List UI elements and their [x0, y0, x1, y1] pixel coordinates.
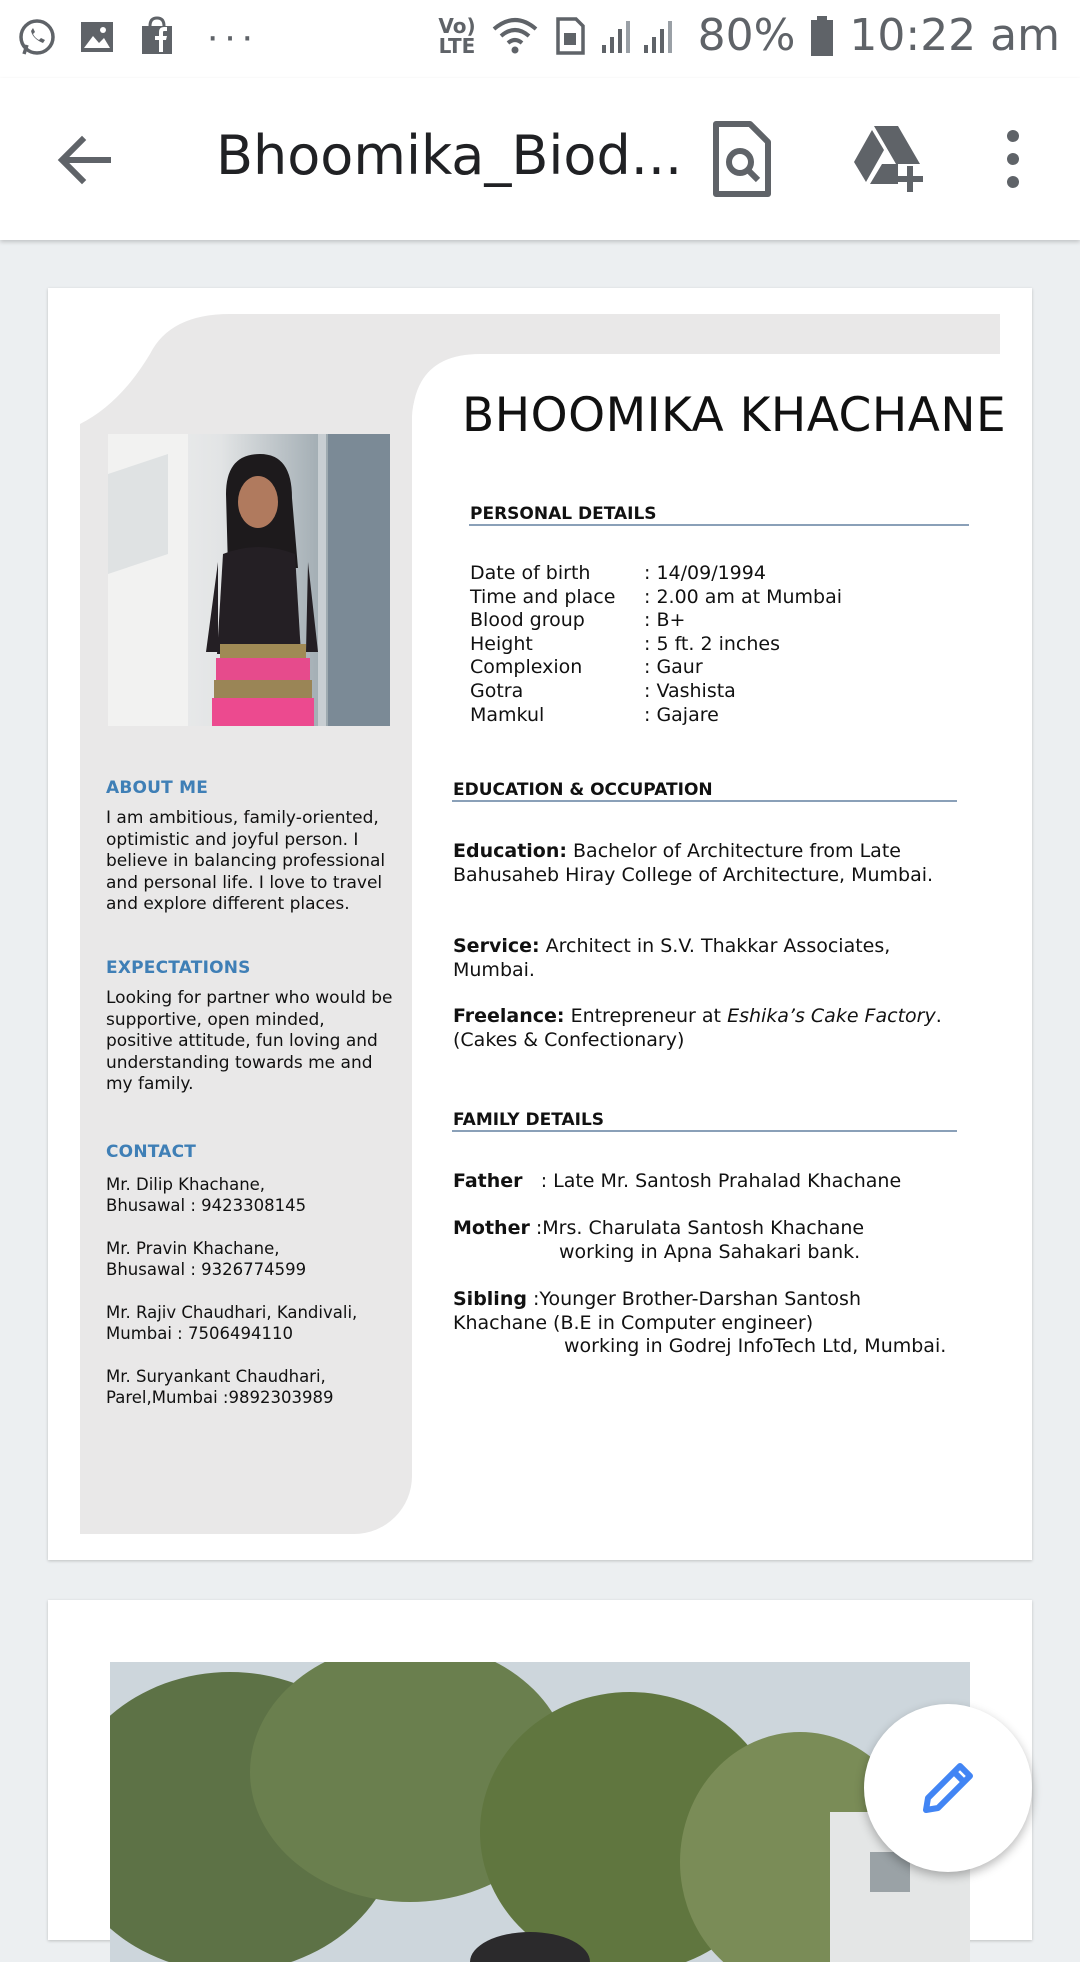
family-heading: FAMILY DETAILS — [453, 1110, 605, 1130]
father-paragraph: Father : Late Mr. Santosh Prahalad Khachane — [453, 1170, 902, 1192]
detail-row: Complexion : Gaur — [470, 656, 703, 679]
wifi-icon — [490, 15, 540, 57]
profile-photo — [108, 434, 390, 726]
add-to-drive-icon[interactable] — [852, 122, 924, 194]
contact-item: Mr. Rajiv Chaudhari, Kandivali, Mumbai : 7506494110 — [106, 1303, 358, 1343]
personal-details-heading: PERSONAL DETAILS — [470, 504, 657, 524]
detail-row: Gotra : Vashista — [470, 679, 736, 702]
detail-row: Date of birth : 14/09/1994 — [470, 562, 766, 584]
service-paragraph: Service: Architect in S.V. Thakkar Associates, Mumbai. — [453, 935, 891, 981]
about-section — [106, 778, 396, 916]
detail-row: Time and place : 2.00 am at Mumbai — [470, 585, 843, 608]
section-divider — [452, 1130, 957, 1132]
facebook-shop-icon — [136, 16, 178, 58]
status-bar — [0, 0, 1080, 78]
clock: 10:22 am — [849, 10, 1060, 61]
detail-row: Mamkul : Gajare — [470, 703, 719, 726]
gallery-icon — [76, 16, 118, 58]
section-divider — [452, 800, 957, 802]
sibling-paragraph: Sibling :Younger Brother-Darshan Santosh Khachane (B.E in Computer engineer) working in Godrej InfoTech Ltd, Mumbai. — [453, 1288, 947, 1358]
document-page-1[interactable] — [48, 288, 1032, 1560]
pencil-icon — [918, 1758, 978, 1818]
education-heading: EDUCATION & OCCUPATION — [453, 780, 713, 800]
contact-item: Mr. Dilip Khachane, Bhusawal : 9423308145 — [106, 1175, 307, 1215]
mother-paragraph: Mother :Mrs. Charulata Santosh Khachane working in Apna Sahakari bank. — [453, 1217, 865, 1263]
expectations-section — [106, 958, 396, 1096]
app-bar — [0, 78, 1080, 240]
expectations-text: Looking for partner who would be supportive, open minded, positive attitude, fun loving and understanding towards me and my family. — [106, 988, 393, 1095]
volte-indicator: Vo) LTE — [438, 13, 476, 58]
outdoor-photo — [110, 1662, 970, 1962]
about-heading: ABOUT ME — [106, 778, 209, 798]
more-vert-icon[interactable] — [998, 128, 1028, 190]
arrow-back-icon[interactable] — [52, 128, 116, 192]
battery-icon — [809, 14, 835, 58]
personal-details-list — [470, 562, 842, 727]
detail-row: Blood group : B+ — [470, 609, 686, 632]
contact-heading: CONTACT — [106, 1142, 197, 1162]
battery-percent: 80% — [697, 10, 796, 61]
signal-icon — [600, 15, 684, 57]
section-divider — [469, 524, 969, 526]
document-title: Bhoomika_Biod... — [216, 124, 683, 187]
sim-icon — [554, 15, 586, 57]
find-in-page-icon[interactable] — [712, 120, 772, 198]
freelance-paragraph: Freelance: Entrepreneur at Eshika’s Cake Factory. (Cakes & Confectionary) — [453, 1005, 942, 1051]
contact-section — [106, 1142, 396, 1408]
edit-fab-button[interactable] — [864, 1704, 1032, 1872]
expectations-heading: EXPECTATIONS — [106, 958, 251, 978]
person-name: BHOOMIKA KHACHANE — [462, 388, 1007, 443]
education-paragraph: Education: Bachelor of Architecture from Late Bahusaheb Hiray College of Architecture, Mumbai. — [453, 840, 934, 886]
whatsapp-icon — [16, 16, 58, 58]
detail-row: Height : 5 ft. 2 inches — [470, 632, 780, 655]
more-notifications: ··· — [206, 14, 258, 58]
about-text: I am ambitious, family-oriented, optimistic and joyful person. I believe in balancing professional and personal life. I love to travel and explore different places. — [106, 808, 386, 915]
contact-item: Mr. Suryankant Chaudhari, Parel,Mumbai :9892303989 — [106, 1367, 334, 1407]
contact-item: Mr. Pravin Khachane, Bhusawal : 9326774599 — [106, 1239, 307, 1279]
